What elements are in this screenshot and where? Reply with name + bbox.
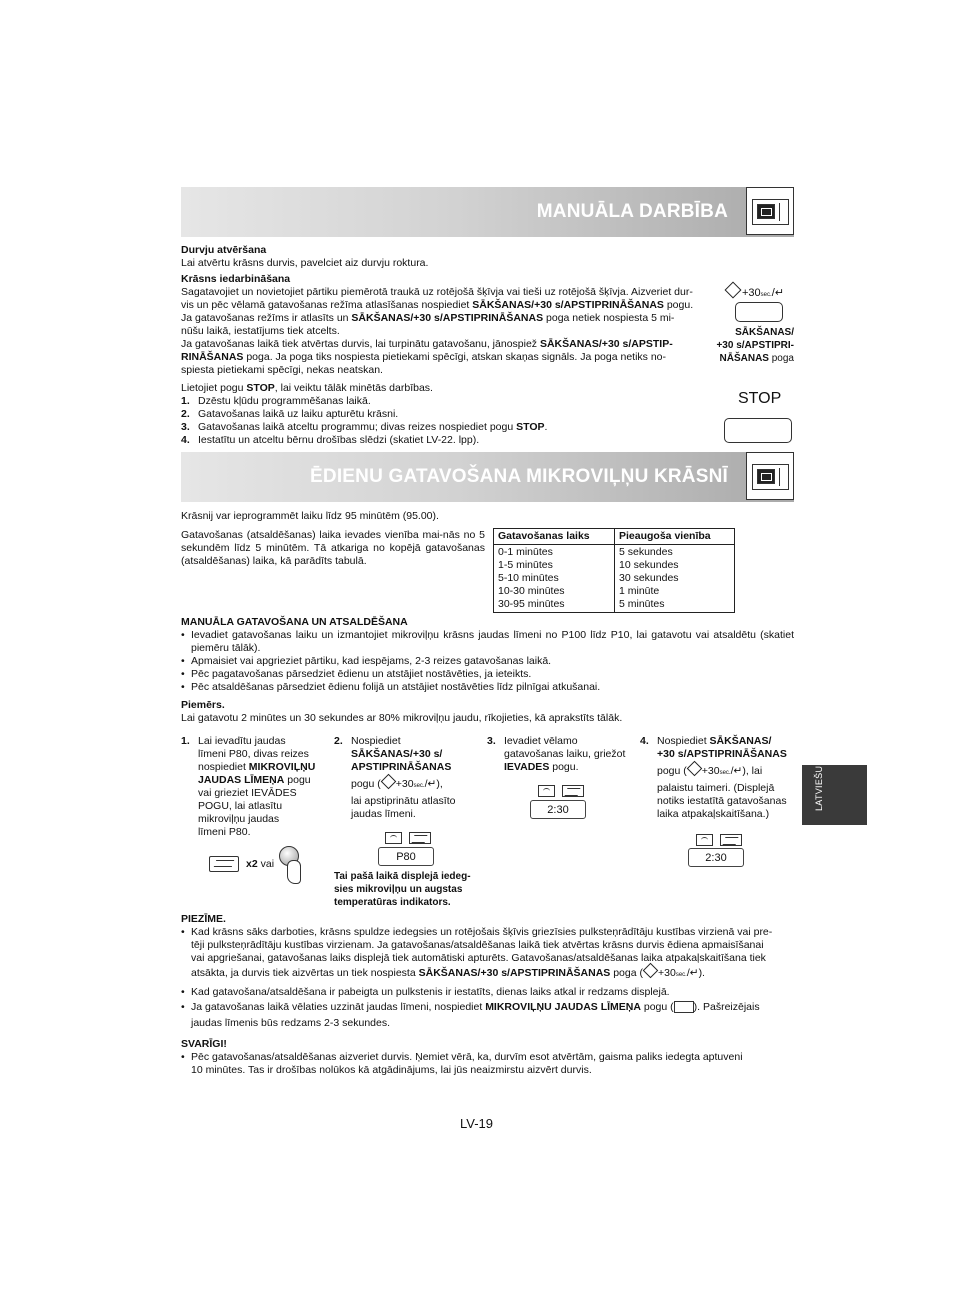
section-title: ĒDIENU GATAVOŠANA MIKROVIĻŅU KRĀSNĪ: [310, 466, 728, 487]
list-item: • Pēc atsaldēšanas pārsedziet ēdienu folijā un atstājiet nostāvēties līdz pilnīgai atkušanai.: [181, 681, 794, 694]
note-heading: PIEZĪME.: [181, 913, 226, 925]
microwave-indicator-icon: [385, 832, 402, 844]
high-temp-indicator-icon: [562, 785, 584, 797]
microwave-oven-icon: [746, 452, 794, 500]
table-cell-increments: 5 sekundes 10 sekundes 30 sekundes 1 minūte 5 minūtes: [615, 545, 735, 613]
start-paragraph: Sagatavojiet un novietojiet pārtiku piemērotā traukā uz rotējošā šķīvja vai tieši uz rotējošā šķīvja. Aizveriet dur- vis un pēc vēlamā gatavošanas režīma atlasīšanas nospiediet SĀKŠANAS/+30 s/APSTIPRINĀŠANAS pogu. Ja gatavošanas režīms ir atlasīts un SĀKŠANAS/+30 s/APSTIPRINĀŠANAS poga netiek nospiesta 5 mi- nūšu laikā, iestatījums tiek atcelts. Ja gatavošanas laikā tiek atvērtas durvis, lai turpinātu gatavošanu, jānospiež SĀKŠANAS/+30 s/APSTIP- RINĀŠANAS poga. Ja poga tiks nospiesta pietiekami spēcīgi, atskan skaņas signāls. Ja poga netiks no- spiesta pietiekami spēcīgi, nekas neatskan.: [181, 286, 694, 376]
page-number: LV-19: [460, 1116, 494, 1131]
list-item: 2. Gatavošanas laikā uz laiku apturētu krāsni.: [181, 408, 399, 420]
example-heading: Piemērs.: [181, 699, 225, 711]
section-title: MANUĀLA DARBĪBA: [536, 201, 728, 222]
cooking-time-table: [493, 528, 735, 613]
microwave-indicator-icon: [696, 834, 713, 846]
list-item: 4. Iestatītu un atceltu bērnu drošības slēdzi (skatiet LV-22. lpp).: [181, 434, 480, 446]
table-header: Pieaugoša vienība: [619, 530, 711, 542]
display-time-step4: 2:30: [688, 848, 744, 867]
table-header: Gatavošanas laiks: [498, 530, 590, 542]
intro-text-2: Gatavošanas (atsaldēšanas) laika ievades vienība mai-nās no 5 sekundēm līdz 5 minūtēm. Tā atkariga no kopējā gatavošanas (atsaldēšanas) laika, kā parādīts tabulā.: [181, 529, 485, 567]
high-temp-indicator-icon: [720, 834, 742, 846]
intro-text: Krāsnij var ieprogrammēt laiku līdz 95 minūtēm (95.00).: [181, 510, 439, 522]
start-diamond-icon: [725, 282, 742, 299]
microwave-power-button-icon: [674, 1001, 694, 1013]
enter-arrow-icon: ↵: [733, 765, 743, 777]
x2-label: x2 vai: [246, 858, 275, 870]
language-tab: LATVIEŠU: [802, 765, 867, 825]
start-diamond-icon: [687, 761, 703, 777]
microwave-power-button-icon[interactable]: [209, 856, 239, 872]
list-item: • Kad gatavošana/atsaldēšana ir pabeigta un pulkstenis ir iestatīts, dienas laiks atkal ir redzams displejā.: [181, 986, 794, 999]
microwave-indicator-icon: [538, 785, 555, 797]
step-2-note: Tai pašā laikā displejā iedeg- sies mikroviļņu un augstas temperatūras indikators.: [334, 871, 471, 908]
example-text: Lai gatavotu 2 minūtes un 30 sekundes ar 80% mikroviļņu jaudu, rīkojieties, kā aprakstīts tālāk.: [181, 712, 623, 724]
manual-heading: MANUĀLA GATAVOŠANA UN ATSALDĒŠANA: [181, 616, 408, 628]
high-temp-indicator-icon: [409, 832, 431, 844]
list-item: • Kad krāsns sāks darboties, krāsns spuldze iedegsies un rotējošais šķīvis griezīsies pulksteņrādītāju kustības virzienā vai pre- tēji pulksteņrādītāju kustības virzienam. Ja gatavošanas/atsaldēšanas laikā tiek atvērtas krāsns durvis ēdiena apmaisīšanai vai apgriešanai, gatavošanas laiks displejā tiek automātiski apturēts. Gatavošanas/atsaldēšanas laika atpakaļskaitīšana tiek atsākta, ja durvis tiek aizvērtas un tiek nospiesta SĀKŠANAS/+30 s/APSTIPRINĀŠANAS poga ( +30sec./↵).: [181, 926, 794, 982]
start-button[interactable]: [735, 302, 783, 322]
table-cell-times: 0-1 minūtes 1-5 minūtes 5-10 minūtes 10-30 minūtes 30-95 minūtes: [494, 545, 615, 613]
door-heading: Durvju atvēršana: [181, 244, 267, 256]
enter-arrow-icon: ↵: [689, 967, 699, 979]
enter-arrow-icon: ↵: [774, 287, 784, 299]
stop-intro: Lietojiet pogu STOP, lai veiktu tālāk minētās darbības.: [181, 382, 433, 394]
display-time-step3: 2:30: [530, 800, 586, 819]
list-item: • Ja gatavošanas laikā vēlaties uzzināt jaudas līmeni, nospiediet MIKROVIĻŅU JAUDAS LĪMEŅA pogu ( ). Pašreizējais jaudas līmenis būs redzams 2-3 sekundes.: [181, 1001, 794, 1030]
note-list: [181, 926, 794, 1030]
display-p80: P80: [378, 847, 434, 866]
important-heading: SVARĪGI!: [181, 1038, 227, 1050]
list-item: • Apmaisiet vai apgrieziet pārtiku, kad iespējams, 2-3 reizes gatavošanas laikā.: [181, 655, 794, 668]
important-list: [181, 1051, 794, 1077]
step-2: 2. Nospiediet SĀKŠANAS/+30 s/ APSTIPRINĀŠANAS pogu ( +30sec./↵), lai apstiprinātu atlasīto jaudas līmeni.: [334, 735, 456, 820]
hand-icon: [287, 860, 301, 884]
start-heading: Krāsns iedarbināšana: [181, 273, 291, 285]
step-3: 3. Ievadiet vēlamo gatavošanas laiku, griežot IEVADES pogu.: [487, 735, 626, 773]
stop-button[interactable]: [724, 418, 792, 443]
list-item: • Pēc pagatavošanas pārsedziet ēdienu un atstājiet nostāvēties, ja ieteikts.: [181, 668, 794, 681]
start-symbol: +30sec./↵: [727, 284, 797, 299]
enter-arrow-icon: ↵: [427, 778, 437, 790]
section-banner-manual: [181, 187, 794, 237]
start-button-label: SĀKŠANAS/ +30 s/APSTIPRI- NĀŠANAS poga: [716, 327, 794, 364]
start-diamond-icon: [381, 774, 397, 790]
door-text: Lai atvērtu krāsns durvis, pavelciet aiz durvju roktura.: [181, 257, 429, 269]
list-item: 3. Gatavošanas laikā atceltu programmu; divas reizes nospiediet pogu STOP.: [181, 421, 548, 433]
start-diamond-icon: [643, 963, 659, 979]
section-banner-cooking: [181, 452, 794, 502]
step-4: 4. Nospiediet SĀKŠANAS/ +30 s/APSTIPRINĀŠANAS pogu ( +30sec./↵), lai palaistu taimeri. (Displejā notiks iestatītā gatavošanas laika atpakaļskaitīšana.): [640, 735, 787, 820]
stop-label: STOP: [738, 390, 782, 407]
microwave-oven-icon: [746, 187, 794, 235]
list-item: 1. Dzēstu kļūdu programmēšanas laikā.: [181, 395, 371, 407]
step-1: 1. Lai ievadītu jaudas līmeni P80, divas reizes nospiediet MIKROVIĻŅU JAUDAS LĪMEŅA pogu vai grieziet IEVĀDES POGU, lai atlasītu mikroviļņu jaudas līmeni P80.: [181, 735, 316, 838]
stop-list: [181, 395, 701, 447]
manual-bullets: [181, 629, 794, 694]
list-item: • Ievadiet gatavošanas laiku un izmantojiet mikroviļņu krāsns jaudas līmeni no P100 līdz P10, lai gatavotu vai atsaldētu (skatiet piemēru tālāk).: [181, 629, 794, 655]
list-item: • Pēc gatavošanas/atsaldēšanas aizveriet durvis. Ņemiet vērā, ka, durvīm esot atvērtām, gaisma paliks iedegta aptuveni 10 minūtes. Tas ir drošības nolūkos kā atgādinājums, lai jūs neaizmirstu aizvērt durvis.: [181, 1051, 794, 1077]
